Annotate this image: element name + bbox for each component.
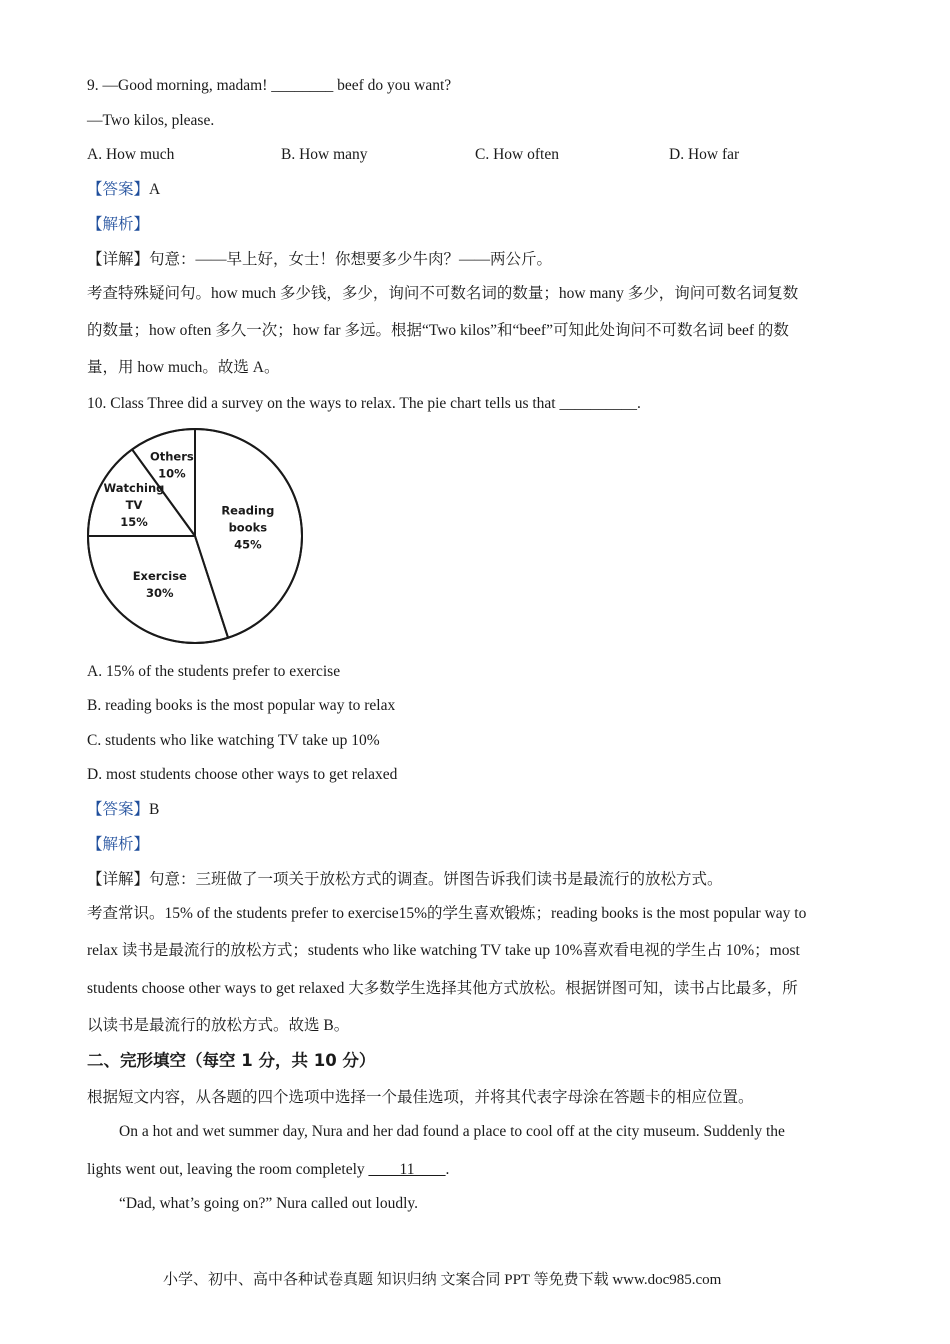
q10-option-a: A. 15% of the students prefer to exercise	[87, 663, 341, 680]
pie-data-label: 30%	[146, 585, 174, 600]
q9-answer	[87, 180, 160, 200]
ways-to-relax-pie-chart	[85, 425, 309, 649]
pie-category-label: TV	[125, 497, 143, 512]
q10-explain-line: relax 读书是最流行的放松方式；students who like watching TV take up 10%喜欢看电视的学生占 10%；most	[87, 942, 800, 959]
q9-option-d: D. How far	[669, 146, 740, 163]
pie-data-label: 15%	[120, 514, 148, 529]
pie-data-label: 45%	[234, 537, 262, 552]
answer-value: B	[149, 801, 160, 818]
passage-line: On a hot and wet summer day, Nura and her dad found a place to cool off at the city museum. Suddenly the	[119, 1123, 785, 1140]
q9-option-b: B. How many	[281, 146, 368, 163]
passage-period: .	[445, 1161, 450, 1178]
pie-category-label: Watching	[103, 480, 165, 495]
q9-explain-line: 的数量；how often 多久一次；how far 多远。根据“Two kilos”和“beef”可知此处询问不可数名词 beef 的数	[87, 322, 789, 339]
section-instruction: 根据短文内容，从各题的四个选项中选择一个最佳选项，并将其代表字母涂在答题卡的相应位置。	[87, 1089, 754, 1106]
q10-explain-line: 以读书是最流行的放松方式。故选 B。	[87, 1017, 350, 1034]
pie-category-label: books	[228, 520, 268, 535]
q10-explain-line: students choose other ways to get relaxed 大多数学生选择其他方式放松。根据饼图可知，读书占比最多，所	[87, 980, 798, 997]
answer-label: 【答案】	[87, 801, 150, 818]
q10-answer	[87, 800, 159, 820]
q9-reply: —Two kilos, please.	[87, 112, 215, 129]
q9-explain-line: 量，用 how much。故选 A。	[87, 359, 280, 376]
q9-option-c: C. How often	[475, 146, 559, 163]
q9-option-a: A. How much	[87, 146, 175, 163]
passage-line-with-blank	[87, 1160, 449, 1180]
detail-label: 【详解】	[87, 871, 150, 888]
detail-text: 句意：——早上好，女士！你想要多少牛肉？——两公斤。	[149, 251, 553, 268]
q10-option-c: C. students who like watching TV take up 10%	[87, 732, 380, 749]
answer-label: 【答案】	[87, 181, 150, 198]
q10-analysis-label: 【解析】	[87, 836, 150, 853]
pie-category-label: Others	[149, 449, 194, 464]
q9-explain-line: 考查特殊疑问句。how much 多少钱，多少，询问不可数名词的数量；how many 多少，询问可数名词复数	[87, 285, 799, 302]
pie-data-label: 10%	[158, 466, 186, 481]
page-footer: 小学、初中、高中各种试卷真题 知识归纳 文案合同 PPT 等免费下载 www.doc985.com	[163, 1272, 722, 1288]
q9-question: 9. —Good morning, madam! ________ beef do you want?	[87, 77, 452, 94]
q10-question: 10. Class Three did a survey on the ways to relax. The pie chart tells us that __________.	[87, 395, 641, 412]
pie-category-label: Reading	[221, 503, 275, 518]
q9-analysis-label: 【解析】	[87, 216, 150, 233]
detail-label: 【详解】	[87, 251, 150, 268]
passage-line: “Dad, what’s going on?” Nura called out loudly.	[119, 1195, 419, 1212]
blank-11: ____11____	[368, 1161, 446, 1178]
passage-text: lights went out, leaving the room completely	[87, 1161, 369, 1178]
detail-text: 句意：三班做了一项关于放松方式的调查。饼图告诉我们读书是最流行的放松方式。	[149, 871, 723, 888]
answer-value: A	[149, 181, 161, 198]
q10-detail	[87, 870, 723, 890]
q10-option-d: D. most students choose other ways to get relaxed	[87, 766, 398, 783]
q10-option-b: B. reading books is the most popular way to relax	[87, 697, 396, 714]
pie-category-label: Exercise	[132, 568, 187, 583]
section-heading: 二、完形填空（每空 1 分，共 10 分）	[87, 1051, 376, 1070]
q10-explain-line: 考查常识。15% of the students prefer to exercise15%的学生喜欢锻炼；reading books is the most popular way to	[87, 905, 807, 922]
q9-detail	[87, 250, 552, 270]
